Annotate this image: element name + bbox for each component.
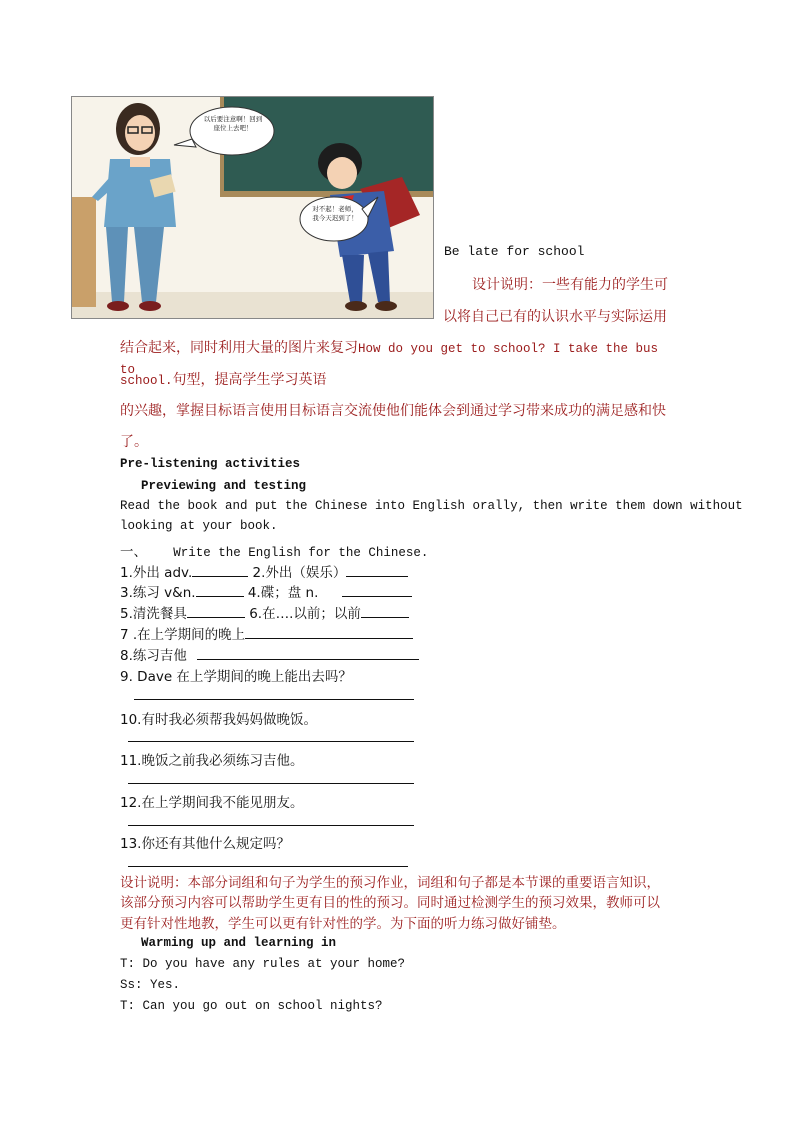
item-4-blank[interactable] — [342, 584, 412, 597]
item-12: 12.在上学期间我不能见朋友。 — [120, 795, 304, 811]
part-one-text: Write the English for the Chinese. — [173, 546, 429, 560]
cartoon-illustration — [71, 96, 434, 319]
item-5-text: 5.清洗餐具 — [120, 606, 187, 622]
item-8-blank[interactable] — [197, 647, 419, 660]
item-10-answer-line[interactable] — [128, 741, 414, 742]
instructions-line2: looking at your book. — [120, 519, 278, 533]
design-note-2-line2: 该部分预习内容可以帮助学生更有目的性的预习。同时通过检测学生的预习效果，教师可以 — [120, 895, 660, 911]
dialogue-line-3: T: Can you go out on school nights? — [120, 999, 383, 1013]
instructions-line1: Read the book and put the Chinese into English orally, then write them down without — [120, 499, 743, 513]
item-7-blank[interactable] — [245, 626, 413, 639]
part-one-heading — [120, 540, 428, 560]
item-5-blank[interactable] — [187, 605, 245, 618]
item-7 — [120, 623, 413, 643]
design-note-1-line4-en: school. — [120, 374, 173, 388]
dialogue-line-2: Ss: Yes. — [120, 978, 181, 992]
item-1 — [120, 561, 408, 581]
item-1-blank[interactable] — [192, 564, 248, 577]
item-3-text: 3.练习 v&n. — [120, 585, 196, 601]
design-note-1-line4 — [120, 370, 680, 391]
design-note-1-line4-cn: 句型，提高学生学习英语 — [172, 372, 327, 388]
section-pre-listening: Pre-listening activities — [120, 457, 301, 471]
dialogue-line-1: T: Do you have any rules at your home? — [120, 957, 406, 971]
item-11: 11.晚饭之前我必须练习吉他。 — [120, 753, 304, 769]
item-7-text: 7 .在上学期间的晚上 — [120, 627, 246, 643]
student-speech-text: 对不起！老师，我今天迟到了！ — [312, 205, 358, 222]
design-note-1-line1: 设计说明：一些有能力的学生可 — [472, 277, 668, 293]
item-13-answer-line[interactable] — [128, 866, 408, 867]
design-note-1-line2: 以将自己已有的认识水平与实际运用 — [443, 309, 667, 325]
item-6-blank[interactable] — [361, 605, 409, 618]
design-note-1-line5: 的兴趣，掌握目标语言使用目标语言交流使他们能体会到通过学习带来成功的满足感和快 — [120, 403, 666, 419]
teacher-speech-text: 以后要注意啊！回到座位上去吧！ — [203, 115, 263, 132]
part-one-number: 一、 — [120, 544, 147, 560]
item-5 — [120, 602, 409, 622]
illustration-caption: Be late for school — [444, 244, 585, 259]
item-8-text: 8.练习吉他 — [120, 648, 187, 664]
design-note-1-line6: 了。 — [120, 434, 148, 450]
item-4-text: 4.碟；盘 n. — [247, 585, 319, 601]
design-note-1-line3-en: How do you get to school? I take the bus to — [120, 342, 659, 377]
section-previewing: Previewing and testing — [141, 479, 307, 493]
item-11-answer-line[interactable] — [128, 783, 414, 784]
item-9-answer-line[interactable] — [134, 699, 414, 700]
item-2-blank[interactable] — [346, 564, 408, 577]
item-2-text: 2.外出（娱乐） — [252, 565, 347, 581]
item-13: 13.你还有其他什么规定吗？ — [120, 836, 290, 852]
item-10: 10.有时我必须帮我妈妈做晚饭。 — [120, 712, 317, 728]
design-note-1-line3-cn: 结合起来，同时利用大量的图片来复习 — [120, 340, 358, 356]
item-3 — [120, 581, 412, 601]
item-1-text: 1.外出 adv. — [120, 565, 193, 581]
design-note-2-line1: 设计说明：本部分词组和句子为学生的预习作业，词组和句子都是本节课的重要语言知识， — [120, 875, 660, 891]
item-3-blank[interactable] — [196, 584, 244, 597]
design-note-2-line3: 更有针对性地教，学生可以更有针对性的学。为下面的听力练习做好铺垫。 — [120, 916, 566, 932]
item-8 — [120, 644, 419, 664]
section-warming-up: Warming up and learning in — [141, 936, 337, 950]
item-9: 9. Dave 在上学期间的晚上能出去吗？ — [120, 669, 352, 685]
item-12-answer-line[interactable] — [128, 825, 414, 826]
item-6-text: 6.在….以前；以前 — [249, 606, 361, 622]
